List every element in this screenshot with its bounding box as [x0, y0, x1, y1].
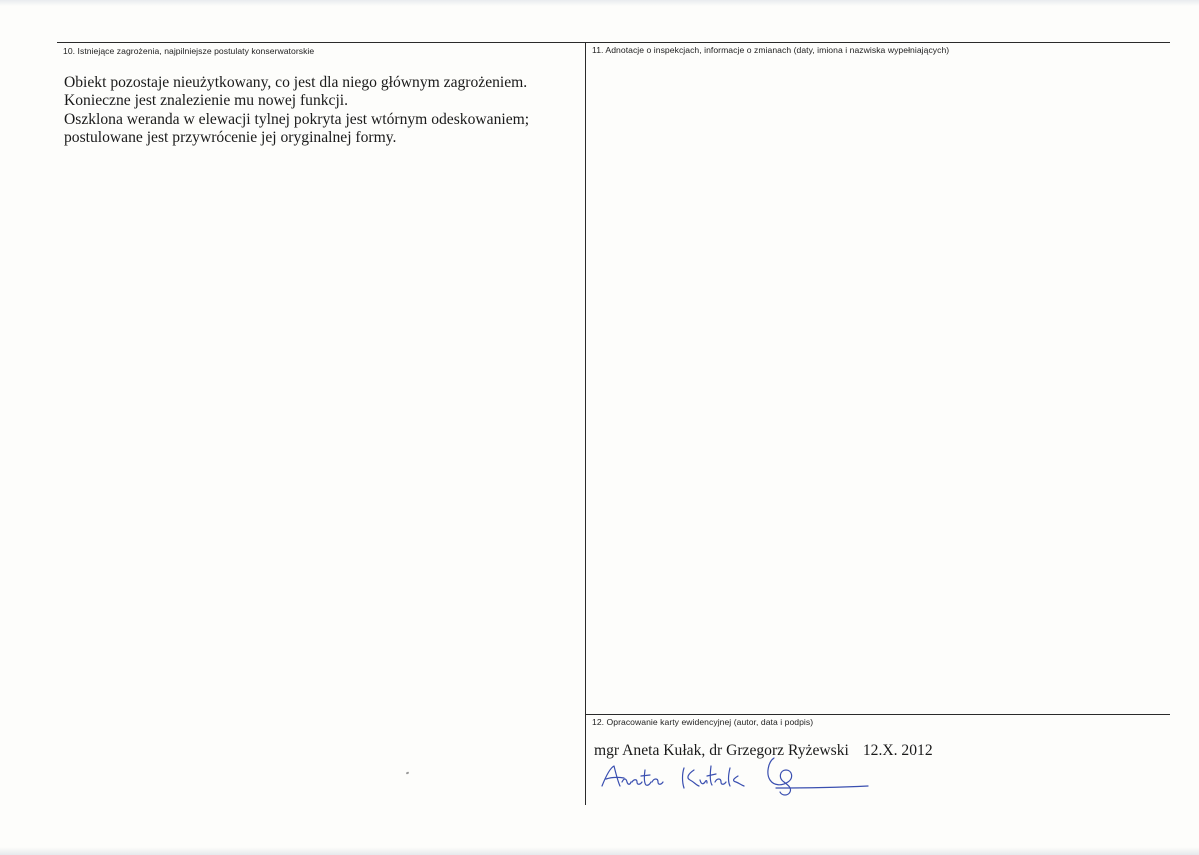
section-10-line: Obiekt pozostaje nieużytkowany, co jest dla niego głównym zagrożeniem. — [64, 74, 528, 91]
form-column-divider — [585, 42, 586, 805]
form-top-rule — [57, 42, 1170, 43]
section-10-line: Konieczne jest znalezienie mu nowej funkcji. — [64, 92, 349, 110]
section-12-label: 12. Opracowanie karty ewidencyjnej (autor, data i podpis) — [592, 717, 814, 727]
section-10-label: 10. Istniejące zagrożenia, najpilniejsze postulaty konserwatorskie — [63, 46, 315, 56]
section-10-line: Oszklona weranda w elewacji tylnej pokryta jest wtórnym odeskowaniem; — [64, 110, 530, 128]
scan-speck — [406, 772, 410, 775]
section-10-content — [64, 74, 584, 147]
authors-names: mgr Aneta Kułak, dr Grzegorz Ryżewski — [594, 742, 849, 759]
scan-edge-top — [0, 0, 1199, 6]
document-date: 12.X. 2012 — [862, 742, 933, 759]
section-11-label: 11. Adnotacje o inspekcjach, informacje o zmianach (daty, imiona i nazwiska wypełniających) — [592, 45, 950, 55]
handwritten-signatures-icon — [596, 752, 886, 800]
scan-edge-bottom — [0, 847, 1199, 855]
section-10-line: postulowane jest przywrócenie jej oryginalnej formy. — [64, 128, 397, 146]
section-12-top-rule — [586, 714, 1170, 715]
